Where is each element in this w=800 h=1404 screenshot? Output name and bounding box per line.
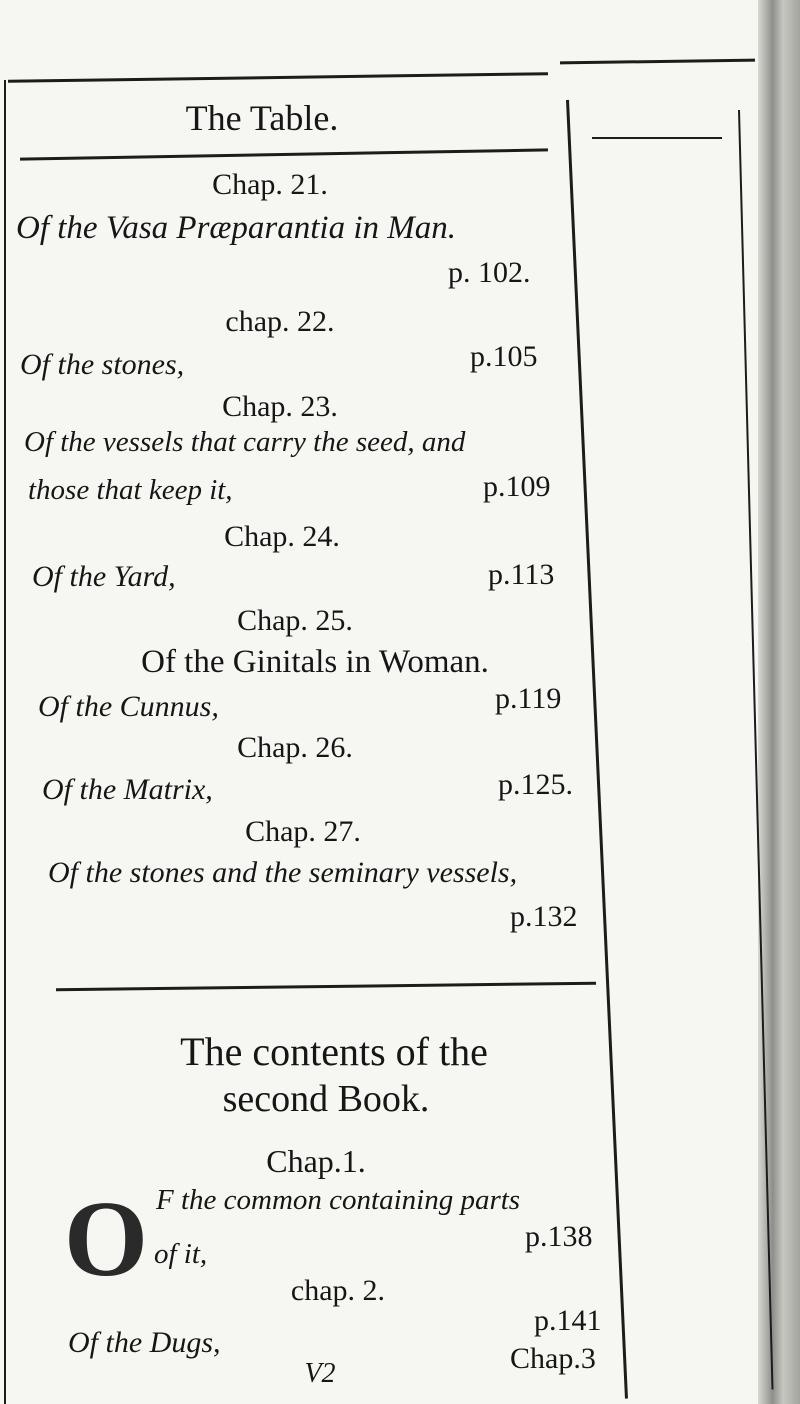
chapter-27-page: p.132 bbox=[510, 900, 578, 933]
catchword: Chap.3 bbox=[510, 1342, 596, 1375]
chapter-27-label: Chap. 27. bbox=[245, 815, 361, 848]
chapter-25-title: Of the Cunnus, bbox=[38, 690, 219, 723]
right-page-header-rule bbox=[592, 137, 722, 139]
book-2-chapter-2-page: p.141 bbox=[534, 1304, 602, 1337]
book-2-chapter-1-label: Chap.1. bbox=[266, 1143, 366, 1179]
page-title: The Table. bbox=[185, 98, 339, 138]
book-page-edge bbox=[758, 0, 800, 1404]
book-2-chapter-1-page: p.138 bbox=[525, 1220, 593, 1253]
book-2-chapter-2-title: Of the Dugs, bbox=[68, 1326, 221, 1359]
chapter-26-page: p.125. bbox=[498, 768, 573, 801]
book-2-chapter-2-label: chap. 2. bbox=[290, 1274, 386, 1307]
header-rule bbox=[20, 148, 548, 160]
chapter-26-label: Chap. 26. bbox=[237, 731, 353, 764]
chapter-22-label: chap. 22. bbox=[225, 305, 335, 338]
top-border-rule bbox=[8, 72, 548, 83]
chapter-22-title: Of the stones, bbox=[20, 348, 185, 381]
drop-cap-letter: O bbox=[64, 1180, 149, 1299]
section-divider-rule bbox=[56, 982, 596, 992]
chapter-24-label: Chap. 24. bbox=[224, 520, 340, 553]
chapter-22-page: p.105 bbox=[470, 340, 538, 373]
chapter-25-page: p.119 bbox=[495, 682, 562, 715]
column-right-border bbox=[566, 100, 628, 1399]
chapter-26-title: Of the Matrix, bbox=[42, 773, 213, 806]
chapter-21-title: Of the Vasa Præparantia in Man. bbox=[16, 210, 457, 246]
chapter-23-title-line2: those that keep it, bbox=[28, 474, 233, 506]
chapter-23-page: p.109 bbox=[483, 470, 551, 503]
top-border-rule-right bbox=[560, 59, 755, 65]
chapter-24-title: Of the Yard, bbox=[32, 560, 176, 593]
left-border-rule bbox=[4, 80, 6, 1404]
chapter-23-title-line1: Of the vessels that carry the seed, and bbox=[24, 426, 466, 458]
book-2-chapter-1-title-line1: F the common containing parts bbox=[156, 1184, 521, 1216]
book-2-heading-line2: second Book. bbox=[222, 1078, 430, 1120]
chapter-21-page: p. 102. bbox=[448, 256, 531, 289]
chapter-27-title: Of the stones and the seminary vessels, bbox=[48, 856, 518, 889]
book-2-chapter-1-title-line2: of it, bbox=[154, 1238, 208, 1270]
chapter-25-label: Chap. 25. bbox=[237, 604, 353, 637]
chapter-21-label: Chap. 21. bbox=[212, 168, 328, 201]
signature-mark: V2 bbox=[304, 1358, 336, 1389]
chapter-23-label: Chap. 23. bbox=[222, 390, 338, 423]
chapter-24-page: p.113 bbox=[488, 558, 555, 591]
chapter-25-subheading: Of the Ginitals in Woman. bbox=[141, 644, 489, 680]
book-2-heading-line1: The contents of the bbox=[180, 1029, 488, 1074]
